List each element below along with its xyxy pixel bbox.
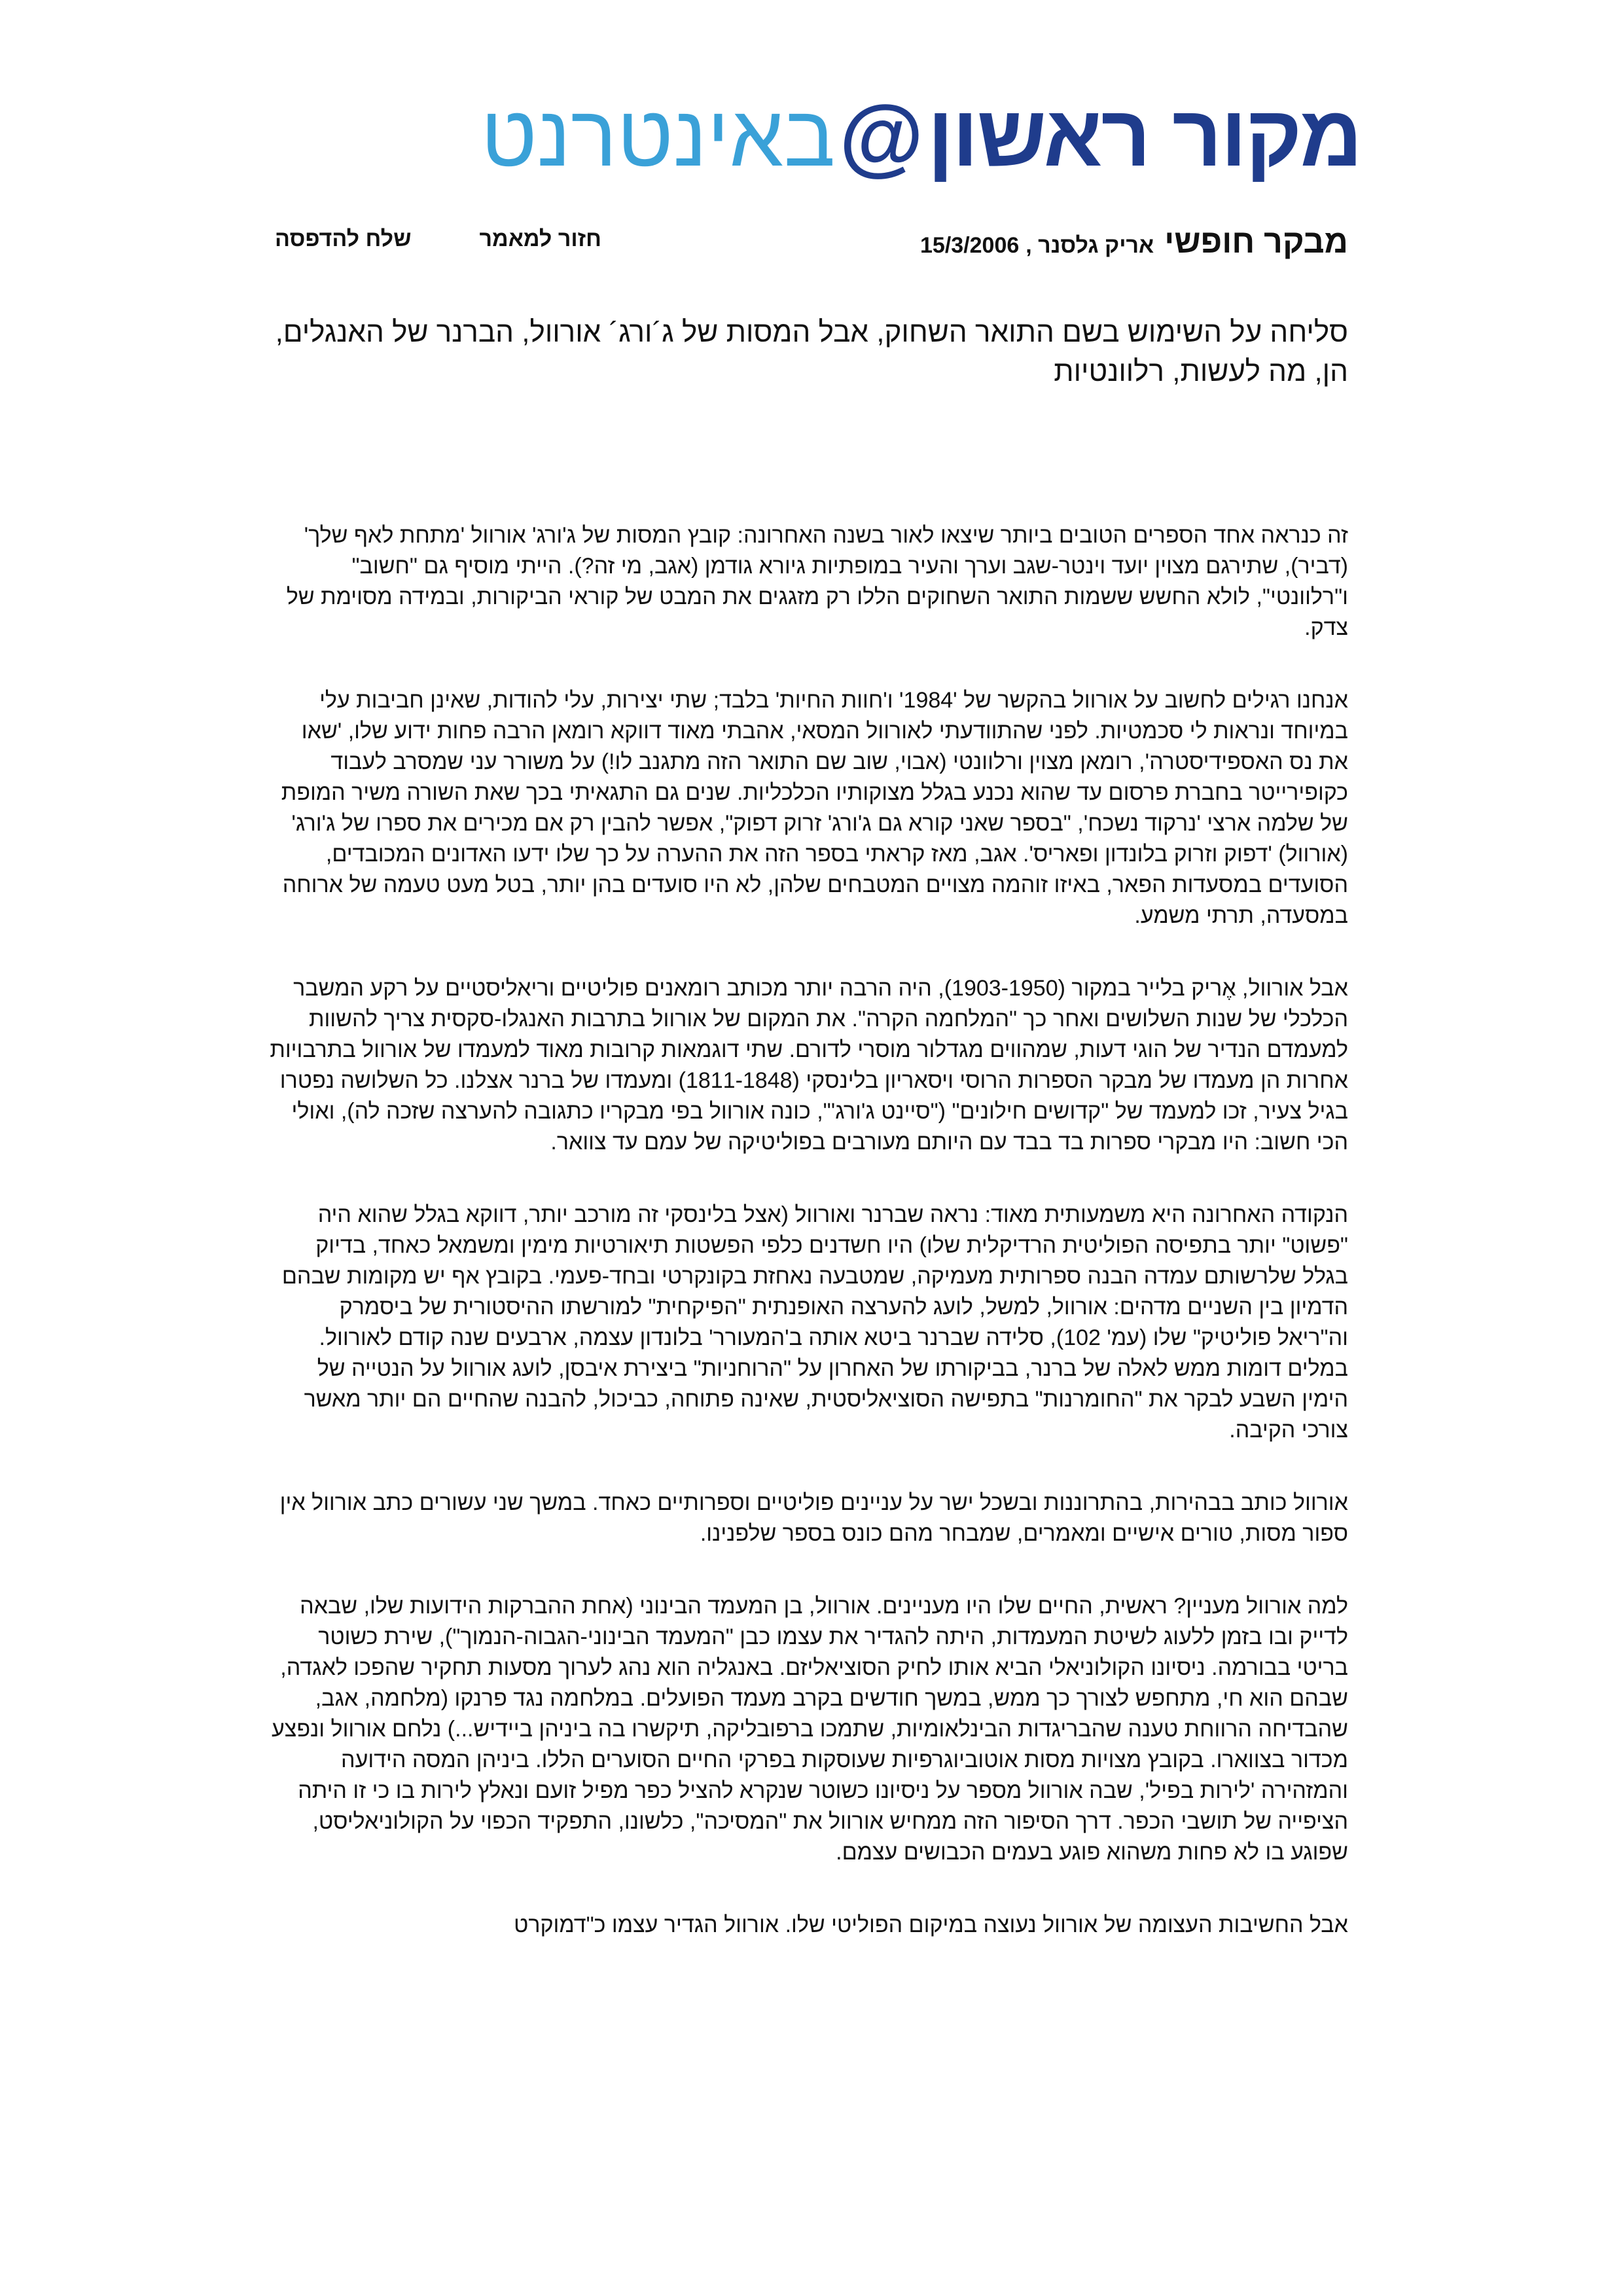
paragraph-2: אנחנו רגילים לחשוב על אורוול בהקשר של '1984' ו'חוות החיות' בלבד; שתי יצירות, עלי להודות, שאינן חביבות עלי במיוחד ונראות לי סכמטיות. לפני שהתוודעתי לאורוול המסאי, אהבתי מאוד דווקא רומאן הרבה פחות ידוע שלו, 'שאו את נס האספידיסטרה', רומאן מצוין ורלוונטי (אבוי, שוב שם התואר הזה מתגנב לו!) על משורר עני שמסרב לעבוד כקופירייטר בחברת פרסום עד שהוא נכנע בגלל מצוקותיו הכלכליות. שנים גם התגאיתי בכך שאת השורה משיר המופת של שלמה ארצי 'נרקוד נשכח', "בספר שאני קורא גם ג'ורג' זרוק דפוק", אפשר להבין רק אם מכירים את ספרו של ג'ורג' (אורוול) 'דפוק וזרוק בלונדון ופאריס'. אגב, מאז קראתי בספר הזה את ההערה על כך שלו ידעו האדונים המכובדים, הסועדים במסעדות הפאר, באיזו זוהמה מצויים המטבחים שלהן, לא היו סועדים בהן יותר, בטל מעט טעמה של ארוחה במסעדה, תרתי משמע. <box>281 688 1348 928</box>
paragraph-7: אבל החשיבות העצומה של אורוול נעוצה במיקום הפוליטי שלו. אורוול הגדיר עצמו כ"דמוקרט <box>514 1912 1348 1937</box>
section-title: מבקר חופשי <box>1164 223 1348 260</box>
logo-bold-text: מקור ראשון <box>927 88 1361 184</box>
paragraph-3: אבל אורוול, אֶריק בלייר במקור (1903-1950), היה הרבה יותר מכותב רומאנים פוליטיים וריאליסטיים על רקע המשבר הכלכלי של שנות השלושים ואחר כך "המלחמה הקרה". את המקום של אורוול בתרבות האנגלו-סקסית צריך להשוות למעמדם הנדיר של הוגי דעות, שמהווים מגדלור מוסרי לדורם. שתי דוגמאות קרובות מאוד למעמדו של אורוול בתרבויות אחרות הן מעמדו של מבקר הספרות הרוסי ויסאריון בלינסקי (1811-1848) ומעמדו של ברנר אצלנו. כל השלושה נפטרו בגיל צעיר, זכו למעמד של "קדושים חילונים" ("סיינט ג'ורג'", כונה אורוול בפי מבקריו כתגובה להערצה שזכה לה), ואולי הכי חשוב: היו מבקרי ספרות בד בבד עם היותם מעורבים בפוליטיקה של עמם עד צוואר. <box>270 976 1348 1155</box>
logo-at-sign: @ <box>839 88 924 184</box>
article-header <box>275 223 1348 268</box>
paragraph-4: הנקודה האחרונה היא משמעותית מאוד: נראה שברנר ואורוול (אצל בלינסקי זה מורכב יותר, דווקא בגלל שהוא היה "פשוט" יותר בתפיסה הפוליטית הרדיקלית שלו) היו חשדנים כלפי הפשטות תיאורטיות מימין ומשמאל כאחד, בדיוק בגלל שלרשותם עמדה הבנה ספרותית מעמיקה, שמטבעה נאחזת בקונקרטי ובחד-פעמי. בקובץ אף יש מקומות שבהם הדמיון בין השניים מדהים: אורוול, למשל, לועג להערצה האופנתית "הפיקחית" למורשתו ההיסטורית של ביסמרק וה"ריאל פוליטיק" שלו (עמ' 102), סלידה שברנר ביטא אותה ב'המעורר' בלונדון עצמה, ארבעים שנה קודם לאורוול. במלים דומות ממש לאלה של ברנר, בביקורתו של האחרון על "הרוחניות" ביצירת איבסן, לועג אורוול על הנטייה של הימין השבע לבקר את "החומרנות" בתפישה הסוציאליסטית, שאינה פתוחה, כביכול, להבנה שהחיים הם יותר מאשר צורכי הקיבה. <box>281 1202 1348 1443</box>
send-to-print-link[interactable]: שלח להדפסה <box>275 226 412 251</box>
article-body <box>270 520 1348 1982</box>
masthead-logo[interactable] <box>445 90 1361 182</box>
publish-date: 15/3/2006 <box>920 233 1020 258</box>
paragraph-5: אורוול כותב בבהירות, בהתרוננות ובשכל ישר על עניינים פוליטיים וספרותיים כאחד. במשך שני עשורים כתב אורוול אין ספור מסות, טורים אישיים ומאמרים, שמבחר מהם כונס בספר שלפנינו. <box>279 1490 1348 1546</box>
author-name: אריק גלסנר , <box>1026 233 1154 258</box>
header-actions <box>275 226 601 252</box>
logo-light-text: באינטרנט <box>480 88 836 184</box>
article-meta <box>920 223 1348 260</box>
paragraph-6: למה אורוול מעניין? ראשית, החיים שלו היו מעניינים. אורוול, בן המעמד הבינוני (אחת ההברקות הידועות שלו, שבאה לדייק ובו בזמן ללעוג לשיטת המעמדות, היתה להגדיר את עצמו כבן "המעמד הבינוני-הגבוה-הנמוך"), שירת כשוטר בריטי בבורמה. ניסיונו הקולוניאלי הביא אותו לחיק הסוציאליזם. באנגליה הוא נהג לערוך מסעות תחקיר שהפכו לאגדה, שבהם הוא חי, מתחפש לצורך כך ממש, במשך חודשים בקרב מעמד הפועלים. במלחמה נגד פרנקו (מלחמה, אגב, שהבדיחה הרווחת טענה שהבריגדות הבינלאומיות, שתמכו ברפובליקה, תיקשרו בה ביניהן ביידיש...) נלחם אורוול ונפצע מכדור בצווארו. בקובץ מצויות מסות אוטוביוגרפיות שעוסקות בפרקי החיים הסוערים הללו. ביניהן המסה הידועה והמזהירה 'לירות בפיל', שבה אורוול מספר על ניסיונו כשוטר שנקרא להציל כפר מפיל זועם ונאלץ לירות בו כי זו היתה הציפייה של תושבי הכפר. דרך הסיפור הזה ממחיש אורוול את "המסיכה", כלשונו, התפקיד הכפוי על הקולוניאליסט, שפוגע בו לא פחות משהוא פוגע בעמים הכבושים עצמם. <box>272 1594 1348 1865</box>
back-to-article-link[interactable]: חזור למאמר <box>479 226 601 251</box>
article-subtitle: סליחה על השימוש בשם התואר השחוק, אבל המסות של ג´ורג´ אורוול, הברנר של האנגלים, הן, מה לעשות, רלוונטיות <box>275 316 1348 387</box>
paragraph-1: זה כנראה אחד הספרים הטובים ביותר שיצאו לאור בשנה האחרונה: קובץ המסות של ג'ורג' אורוול 'מתחת לאף שלך' (דביר), שתירגם מצוין יועד וינטר-שגב וערך והעיר במופתיות גיורא גודמן (אגב, מי זה?). הייתי מוסיף גם "חשוב" ו"רלוונטי", לולא החשש ששמות התואר השחוקים הללו רק מזגגים את המבט של קוראי הביקורות, ובמידה מסוימת של צדק. <box>286 523 1348 640</box>
